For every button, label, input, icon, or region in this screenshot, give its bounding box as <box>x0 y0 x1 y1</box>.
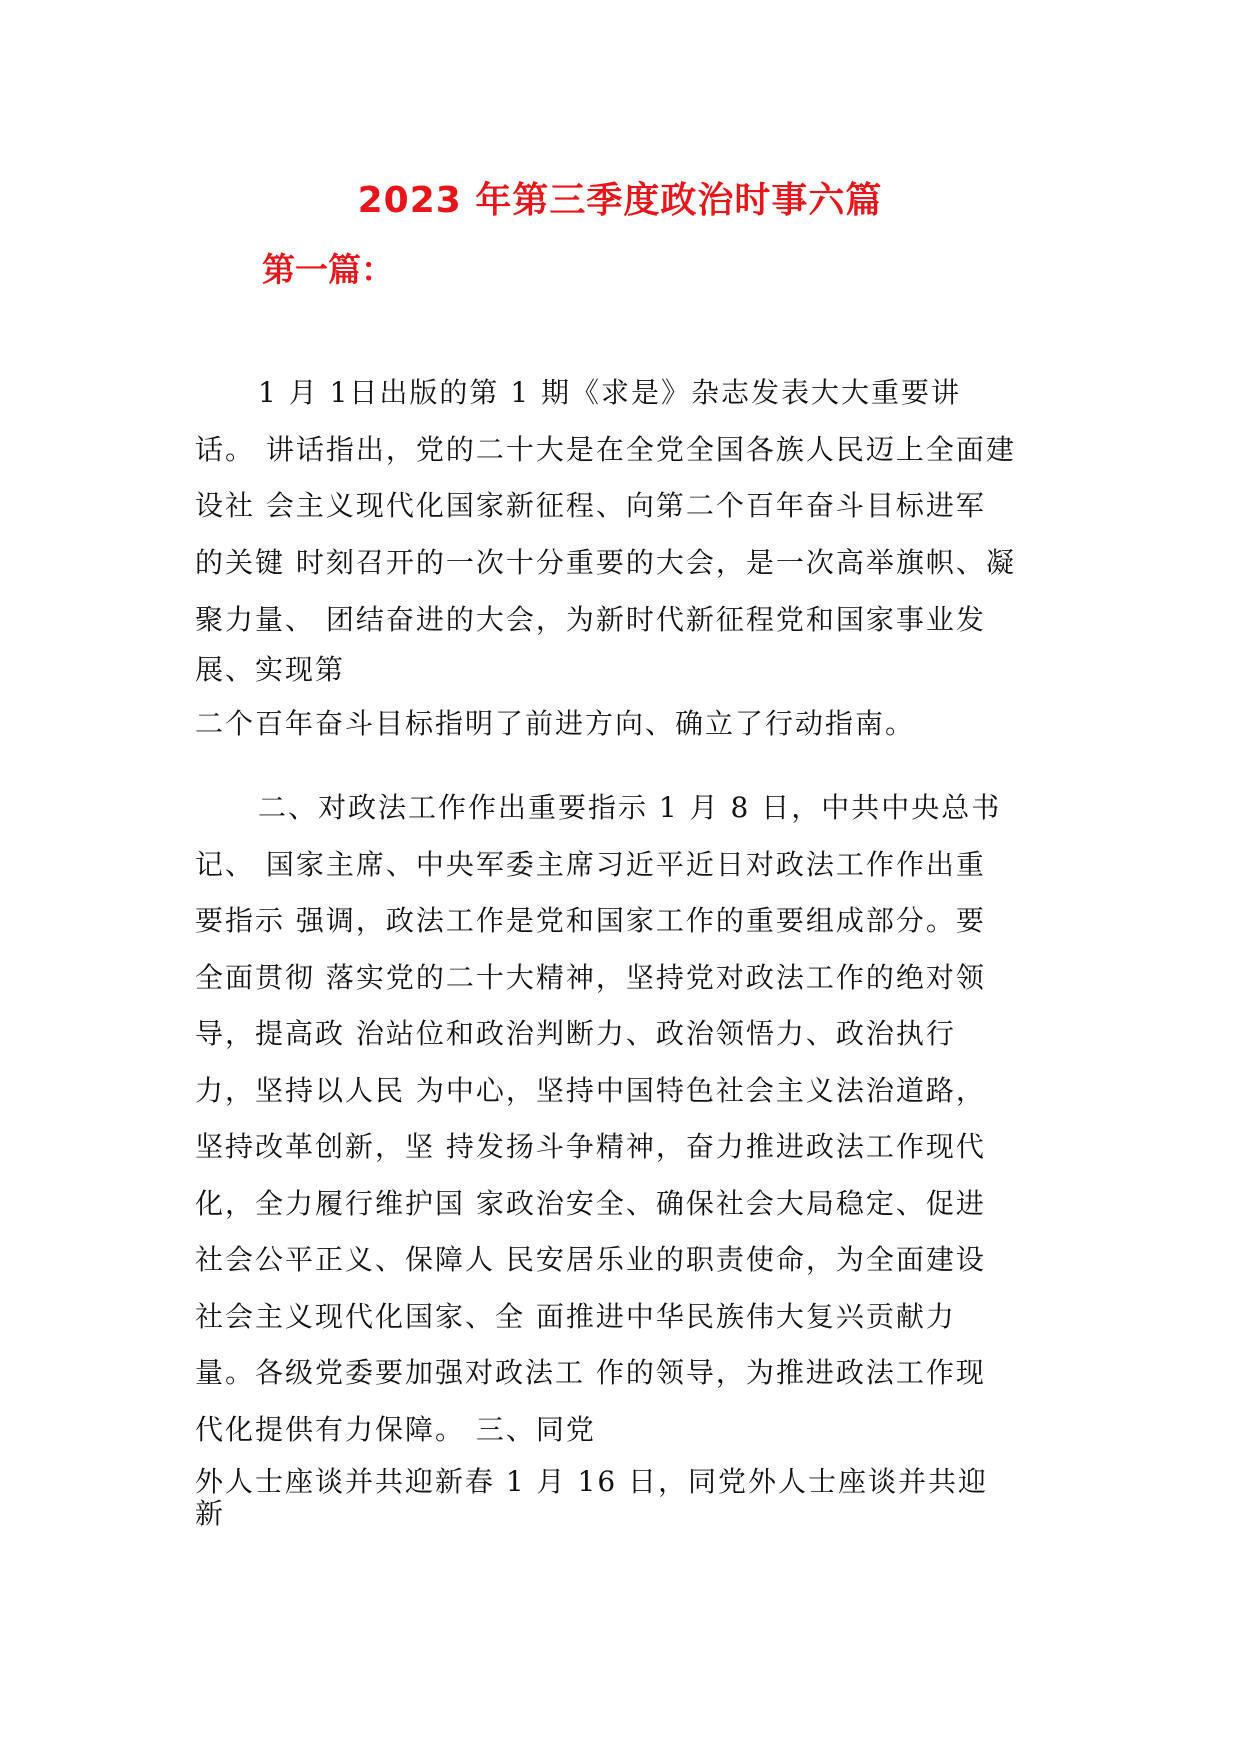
body-line: 坚持改革创新，坚 持发扬斗争精神，奋力推进政法工作现代 <box>195 1130 986 1163</box>
body-line: 要指示 强调，政法工作是党和国家工作的重要组成部分。要 <box>195 904 986 937</box>
body-line: 力，坚持以人民 为中心，坚持中国特色社会主义法治道路， <box>195 1074 986 1107</box>
body-line: 新 <box>195 1497 226 1530</box>
document-title: 2023 年第三季度政治时事六篇 <box>357 180 883 221</box>
body-line: 全面贯彻 落实党的二十大精神，坚持党对政法工作的绝对领 <box>195 961 986 994</box>
body-line: 1 月 1日出版的第 1 期《求是》杂志发表大大重要讲 <box>258 376 962 409</box>
body-line: 导，提高政 治站位和政治判断力、政治领悟力、政治执行 <box>195 1017 956 1050</box>
body-line: 社会主义现代化国家、全 面推进中华民族伟大复兴贡献力 <box>195 1300 956 1333</box>
body-line: 记、 国家主席、中央军委主席习近平近日对政法工作作出重 <box>195 848 986 881</box>
body-line: 量。各级党委要加强对政法工 作的领导，为推进政法工作现 <box>195 1356 986 1389</box>
body-line: 展、实现第 <box>195 653 346 686</box>
body-line: 二个百年奋斗目标指明了前进方向、确立了行动指南。 <box>195 707 916 740</box>
section-heading: 第一篇： <box>262 250 394 289</box>
body-line: 外人士座谈并共迎新春 1 月 16 日，同党外人士座谈并共迎 <box>195 1465 989 1498</box>
body-line: 的关键 时刻召开的一次十分重要的大会，是一次高举旗帜、凝 <box>195 546 1016 579</box>
body-line: 二、对政法工作作出重要指示 1 月 8 日，中共中央总书 <box>258 791 1002 824</box>
body-line: 设社 会主义现代化国家新征程、向第二个百年奋斗目标进军 <box>195 489 986 522</box>
body-line: 聚力量、 团结奋进的大会，为新时代新征程党和国家事业发 <box>195 603 986 636</box>
body-line: 代化提供有力保障。 三、同党 <box>195 1413 596 1446</box>
body-line: 话。 讲话指出，党的二十大是在全党全国各族人民迈上全面建 <box>195 433 1016 466</box>
body-line: 社会公平正义、保障人 民安居乐业的职责使命，为全面建设 <box>195 1243 986 1276</box>
body-line: 化，全力履行维护国 家政治安全、确保社会大局稳定、促进 <box>195 1187 986 1220</box>
